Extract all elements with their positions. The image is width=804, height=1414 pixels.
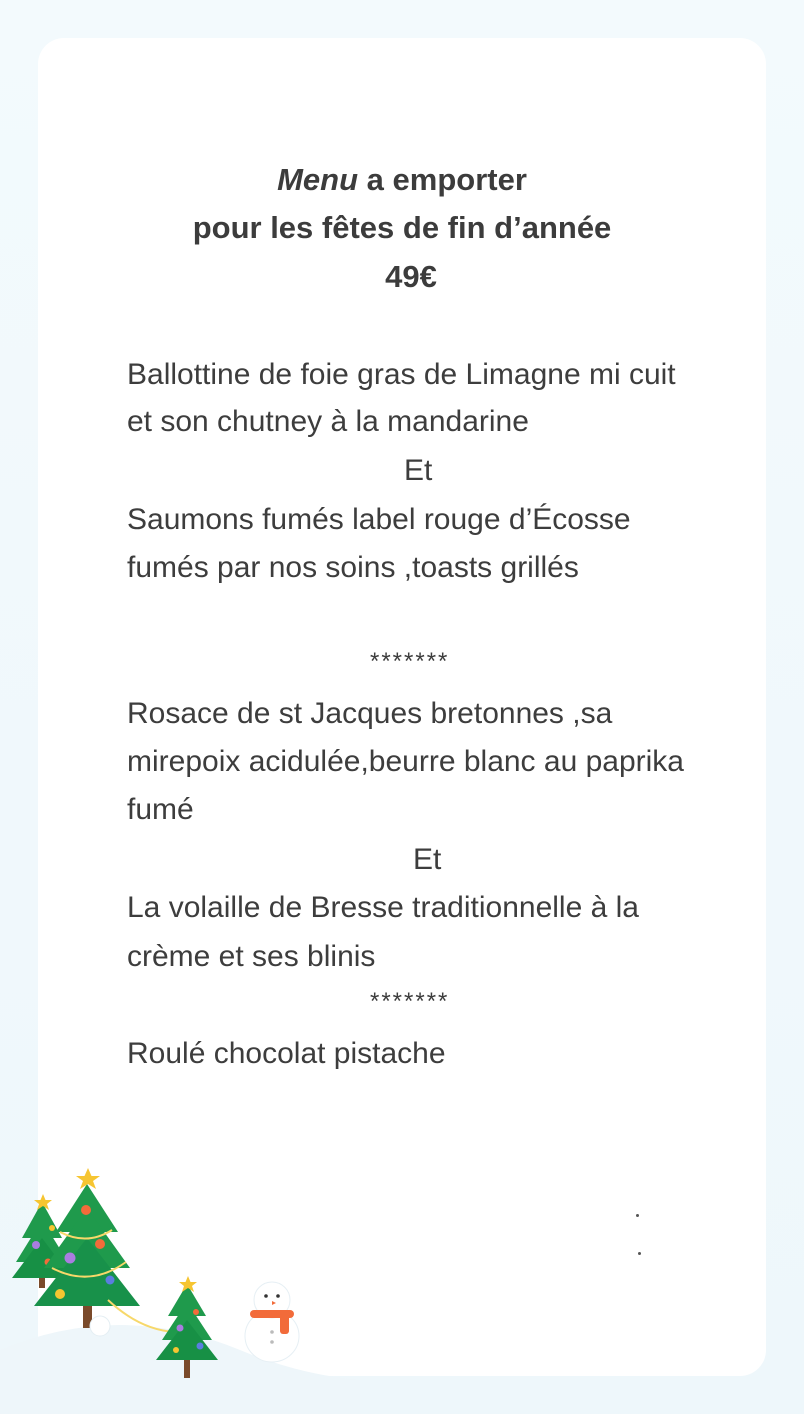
menu-title-line1 (0, 156, 804, 204)
main2-line1: La volaille de Bresse traditionnelle à la (127, 891, 639, 924)
dessert-line: Roulé chocolat pistache (127, 1037, 446, 1070)
starter2-line1: Saumons fumés label rouge d’Écosse (127, 503, 631, 536)
menu-price: 49€ (385, 259, 437, 294)
starter2-line2: fumés par nos soins ,toasts grillés (127, 551, 579, 584)
and-separator-1: Et (404, 454, 433, 487)
course-separator-1: ******* (370, 648, 450, 675)
starter1-line2: et son chutney à la mandarine (127, 405, 529, 438)
menu-title-rest: a emporter (358, 162, 527, 197)
main1-line2: mirepoix acidulée,beurre blanc au paprika (127, 745, 684, 778)
course-separator-2: ******* (370, 988, 450, 1015)
menu-title-line2: pour les fêtes de fin d’année (192, 210, 612, 245)
christmas-decoration (0, 1150, 360, 1414)
and-separator-2: Et (413, 843, 442, 876)
main2-line2: crème et ses blinis (127, 940, 376, 973)
main1-line1: Rosace de st Jacques bretonnes ,sa (127, 697, 613, 730)
snowman-icon (245, 1282, 299, 1362)
menu-title-word: Menu (277, 162, 359, 197)
main1-line3: fumé (127, 793, 194, 826)
stray-dot (638, 1252, 641, 1255)
stray-dot (636, 1214, 639, 1217)
starter1-line1: Ballottine de foie gras de Limagne mi cuit (127, 358, 676, 391)
